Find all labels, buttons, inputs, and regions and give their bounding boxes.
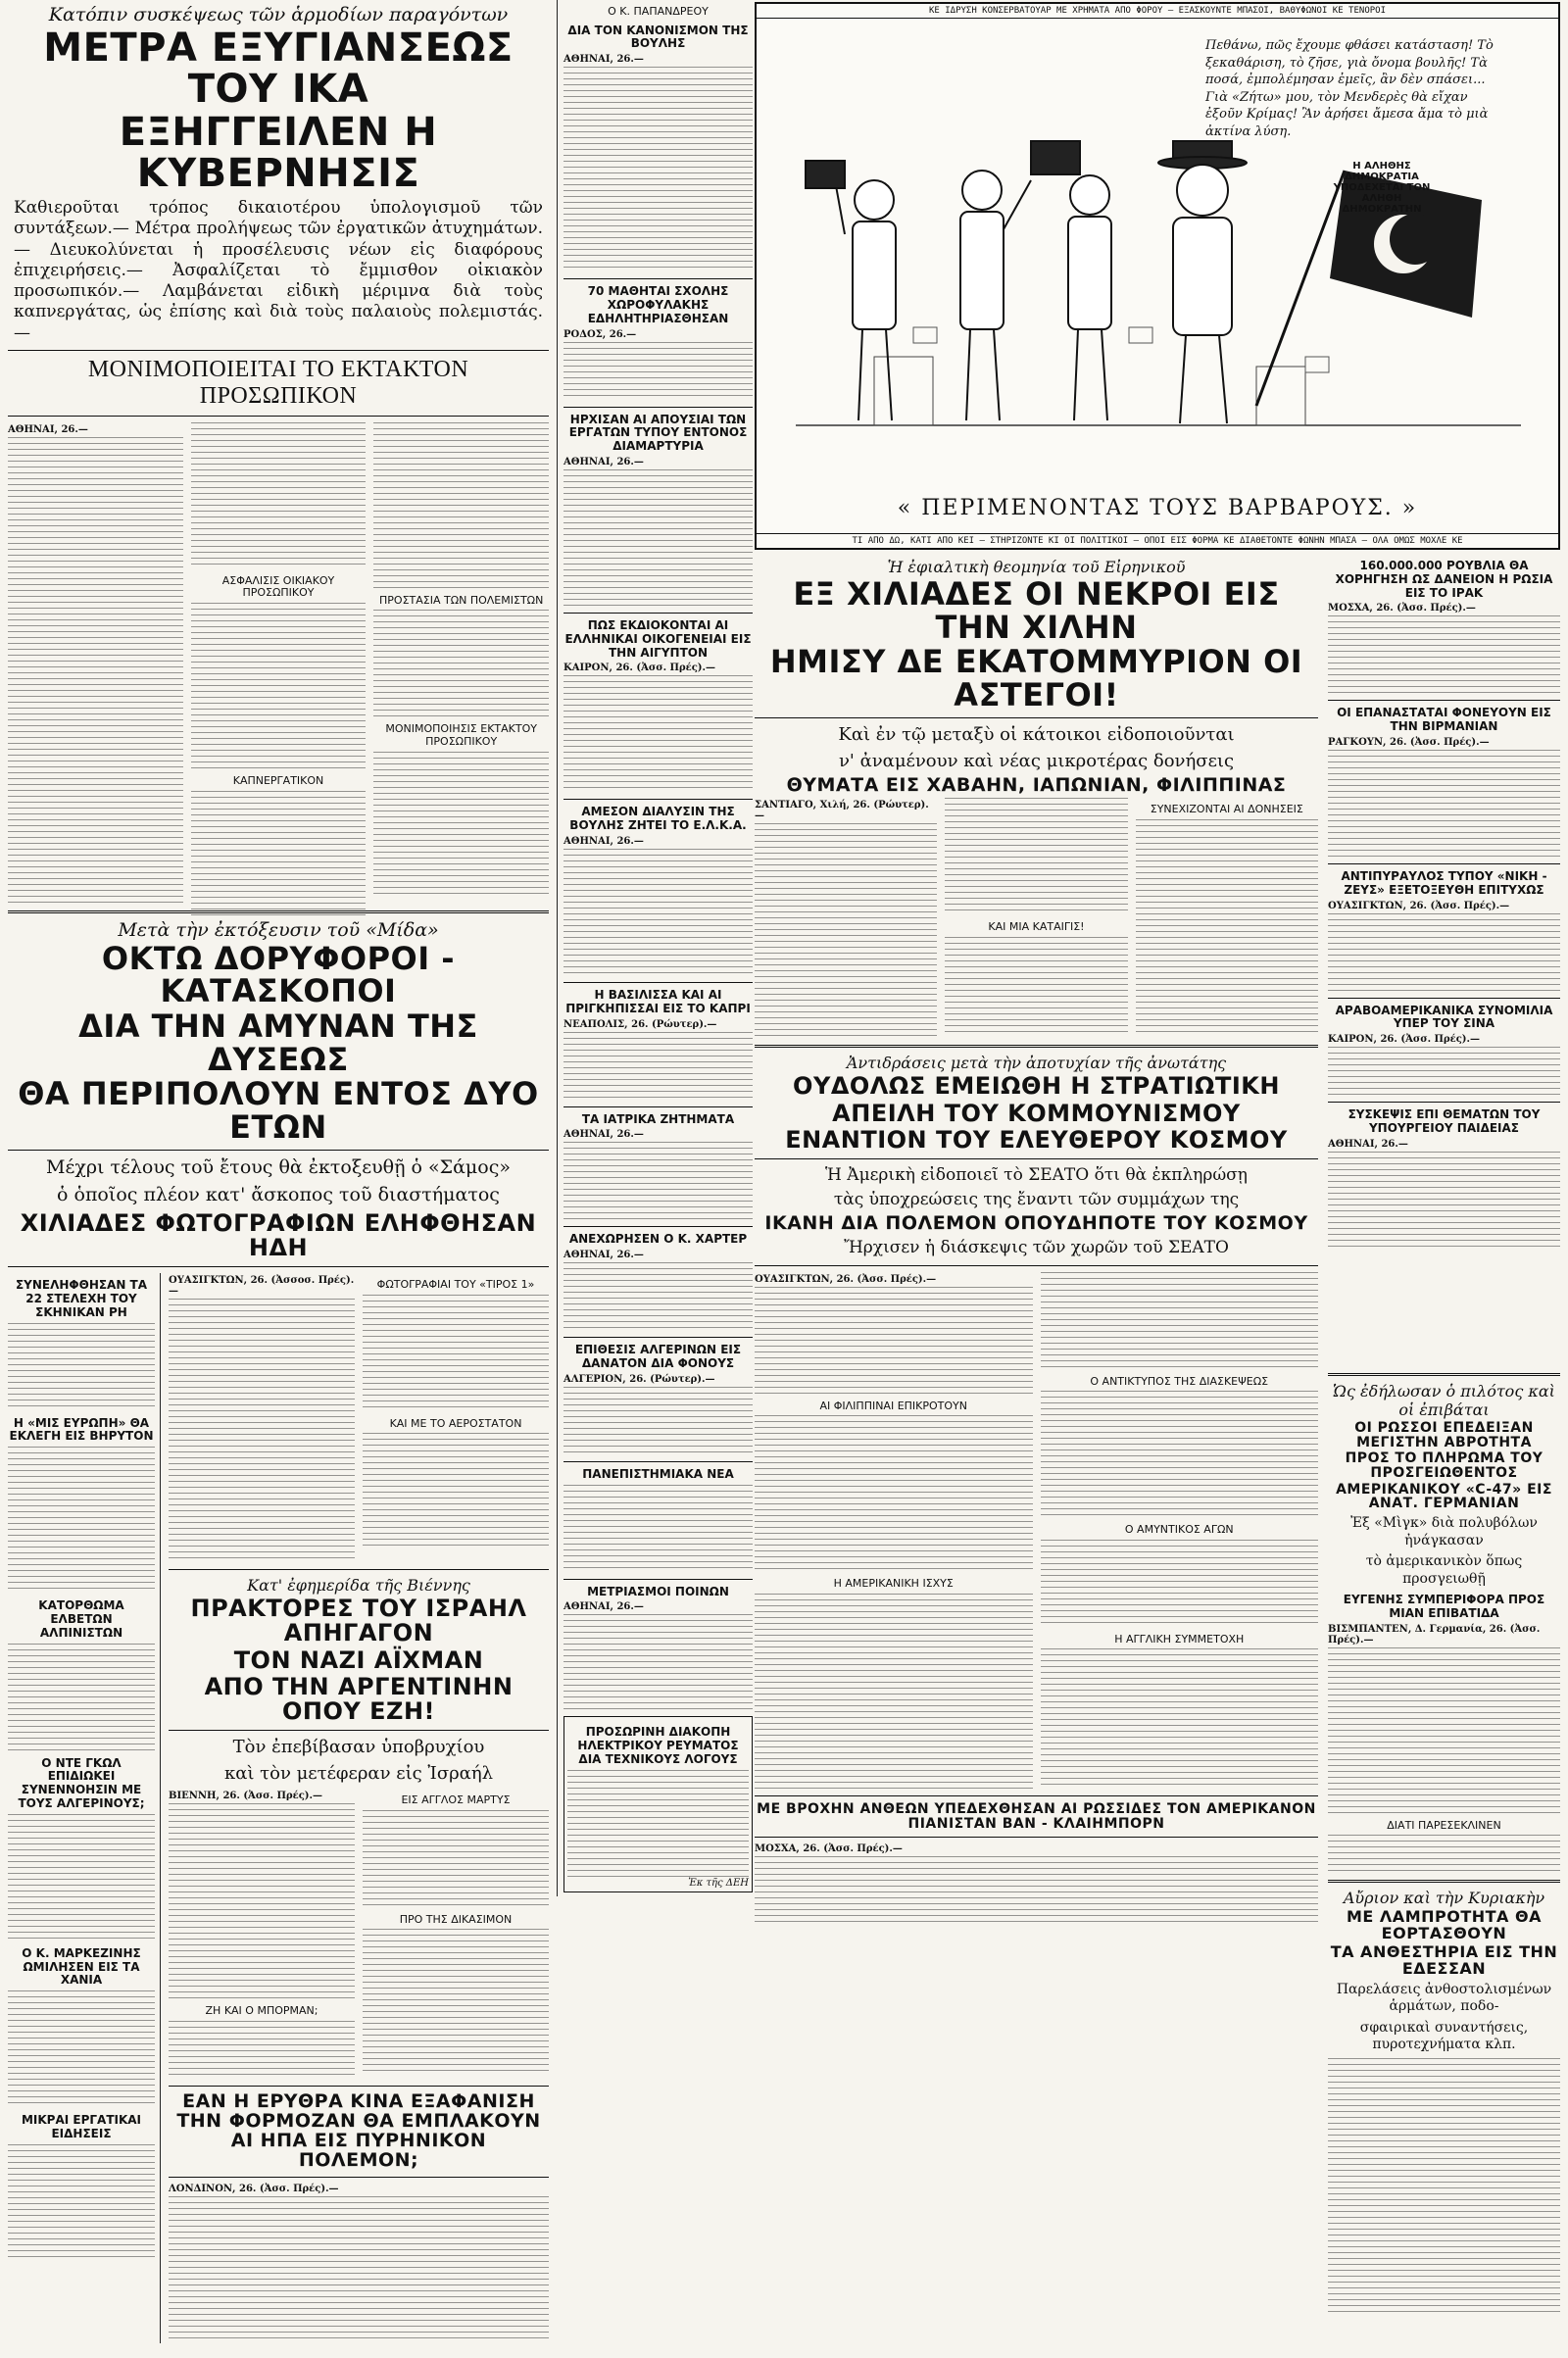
- satellites-headline-2: ΔΙΑ ΤΗΝ ΑΜΥΝΑΝ ΤΗΣ ΔΥΣΕΩΣ: [78, 1007, 478, 1078]
- article-text-lines: [363, 1929, 549, 2071]
- divider: [8, 1150, 549, 1151]
- cartoon-border-top: ΚΕ ΙΔΡΥΣΗ ΚΟΝΣΕΡΒΑΤΟΥΑΡ ΜΕ ΧΡΗΜΑΤΑ ΑΠΟ ΦΟΡΟΥ — ΕΞΑΣΚΟΥΝΤΕ ΜΠΑΣΟΙ, ΒΑΘΥΦΩΝΟΙ ΚΕ ΤΕΝΟΡΟΙ: [757, 4, 1558, 19]
- short-title-6: ΜΙΚΡΑΙ ΕΡΓΑΤΙΚΑΙ ΕΙΔΗΣΕΙΣ: [21, 2113, 142, 2140]
- cartoon-border-bottom: ΤΙ ΑΠΟ ΔΩ, ΚΑΤΙ ΑΠΟ ΚΕΙ — ΣΤΗΡΙΖΟΝΤΕ ΚΙ ΟΙ ΠΟΛΙΤΙΚΟΙ — ΟΠΟΙ ΕΙΣ ΦΟΡΜΑ ΚΕ ΔΙΑΘΕΤΟΝΤΕ ΦΩΝΗΝ ΜΠΑΣΑ — ΟΛΑ ΟΜΩΣ ΜΟΧΛΕ ΚΕ: [757, 533, 1558, 548]
- divider: [564, 1579, 753, 1580]
- satellites-deck-1: Μέχρι τέλους τοῦ ἔτους θὰ ἐκτοξευθῇ ὁ «Σάμος»: [46, 1156, 511, 1179]
- pianists-headline: ΜΕ ΒΡΟΧΗΝ ΑΝΘΕΩΝ ΥΠΕΔΕΧΘΗΣΑΝ ΑΙ ΡΩΣΣΙΔΕΣ ΤΟΝ ΑΜΕΡΙΚΑΝΟΝ ΠΙΑΝΙΣΤΑΝ ΒΑΝ - ΚΛΑΙΗΜΠΟΡΝ: [757, 1800, 1316, 1832]
- papandreou-title-2: ΔΙΑ ΤΟΝ ΚΑΝΟΝΙΣΜΟΝ ΤΗΣ ΒΟΥΛΗΣ: [567, 23, 749, 51]
- plane-deck-2: τὸ ἀμερικανικὸν ὅπως προσγειωθῇ: [1365, 1553, 1523, 1587]
- divider: [564, 982, 753, 983]
- article-text-lines: [363, 1810, 549, 1908]
- ika-subtitle-3: ΜΟΝΙΜΟΠΟΙΗΣΙΣ ΕΚΤΑΚΤΟΥ ΠΡΟΣΩΠΙΚΟΥ: [385, 722, 537, 749]
- article-text-lines: [191, 791, 367, 918]
- article-text-lines: [567, 1770, 749, 1878]
- cartoon-drawing: [796, 33, 1521, 465]
- divider: [1328, 1102, 1560, 1103]
- divider: [755, 1045, 1318, 1048]
- power-outage-box: [564, 1716, 753, 1891]
- divider: [564, 799, 753, 800]
- article-text-lines: [363, 1295, 549, 1412]
- divider: [8, 416, 549, 417]
- edessa-deck-2: σφαιρικαὶ συναντήσεις, πυροτεχνήματα κλπ.: [1359, 2019, 1529, 2053]
- plane-story: [1328, 1367, 1560, 2313]
- article-text-lines: [8, 1990, 155, 2108]
- vienna-body: [169, 1789, 549, 2080]
- quake-dateline: ΣΑΝΤΙΑΓΟ, Χιλή, 26. (Ρώυτερ).—: [755, 800, 929, 822]
- seato-sub-4: Η ΑΓΓΛΙΚΗ ΣΥΜΜΕΤΟΧΗ: [1114, 1632, 1245, 1646]
- article-text-lines: [1328, 1152, 1560, 1250]
- divider: [169, 2086, 549, 2087]
- seato-sub-1: ΑΙ ΦΙΛΙΠΠΙΝΑΙ ΕΠΙΚΡΟΤΟΥΝ: [819, 1399, 967, 1412]
- ika-subhead: ΜΟΝΙΜΟΠΟΙΕΙΤΑΙ ΤΟ ΕΚΤΑΚΤΟΝ ΠΡΟΣΩΠΙΚΟΝ: [87, 356, 469, 409]
- article-text-lines: [564, 1485, 753, 1573]
- vienna-deck-1: Τὸν ἐπεβίβασαν ὑποβρυχίου: [232, 1737, 485, 1758]
- satellites-headline-1: ΟΚΤΩ ΔΟΡΥΦΟΡΟΙ - ΚΑΤΑΣΚΟΠΟΙ: [101, 939, 456, 1010]
- ika-subtitle-1: ΑΣΦΑΛΙΣΙΣ ΟΙΚΙΑΚΟΥ ΠΡΟΣΩΠΙΚΟΥ: [221, 573, 335, 600]
- seato-sub-3: Ο ΑΜΥΝΤΙΚΟΣ ΑΓΩΝ: [1124, 1523, 1234, 1537]
- plane-deck-1: Ἐξ «Μὶγκ» διὰ πολυβόλων ἠνάγκασαν: [1350, 1515, 1538, 1548]
- edu-title: ΣΥΣΚΕΨΙΣ ΕΠΙ ΘΕΜΑΤΩΝ ΤΟΥ ΥΠΟΥΡΓΕΙΟΥ ΠΑΙΔΕΙΑΣ: [1348, 1107, 1541, 1135]
- ika-subtitle-4: ΚΑΠΝΕΡΓΑΤΙΚΟΝ: [232, 774, 324, 788]
- article-text-lines: [564, 849, 753, 976]
- short-title-5: Ο Κ. ΜΑΡΚΕΖΙΝΗΣ ΩΜΙΛΗΣΕΝ ΕΙΣ ΤΑ ΧΑΝΙΑ: [22, 1945, 141, 1988]
- article-text-lines: [8, 1814, 155, 1941]
- article-text-lines: [755, 1287, 1033, 1395]
- seato-deck-2: τὰς ὑποχρεώσεις της ἔναντι τῶν συμμάχων της: [833, 1190, 1240, 1210]
- article-text-lines: [564, 675, 753, 793]
- plane-sub-2: ΔΙΑΤΙ ΠΑΡΕΣΕΚΛΙΝΕΝ: [1387, 1818, 1501, 1832]
- seato-headline-3: ΕΝΑΝΤΙΟΝ ΤΟΥ ΕΛΕΥΘΕΡΟΥ ΚΟΣΜΟΥ: [785, 1125, 1288, 1154]
- edu-dateline: ΑΘΗΝΑΙ, 26.—: [1328, 1138, 1408, 1150]
- vienna-headline-1: ΠΡΑΚΤΟΡΕΣ ΤΟΥ ΙΣΡΑΗΛ ΑΠΗΓΑΓΟΝ: [190, 1595, 527, 1647]
- article-text-lines: [1328, 750, 1560, 858]
- divider: [755, 1265, 1318, 1266]
- item-9-title: ΠΑΝΕΠΙΣΤΗΜΙΑΚΑ ΝΕΑ: [582, 1466, 734, 1481]
- vienna-deck-2: καὶ τὸν μετέφεραν εἰς Ἰσραήλ: [223, 1762, 494, 1784]
- ika-headline-1: ΜΕΤΡΑ ΕΞΥΓΙΑΝΣΕΩΣ ΤΟΥ ΙΚΑ: [43, 25, 514, 112]
- item-4-title: ΑΜΕΣΟΝ ΔΙΑΛΥΣΙΝ ΤΗΣ ΒΟΥΛΗΣ ΖΗΤΕΙ ΤΟ Ε.Λ.Κ.Α.: [569, 805, 747, 833]
- divider: [169, 1569, 549, 1570]
- ika-kicker: Κατόπιν συσκέψεως τῶν ἁρμοδίων παραγόντων: [48, 4, 509, 25]
- article-text-lines: [1136, 819, 1318, 1035]
- article-text-lines: [1328, 2058, 1560, 2313]
- article-text-lines: [564, 342, 753, 401]
- divider: [564, 1106, 753, 1107]
- plane-dateline: ΒΙΣΜΠΑΝΤΕΝ, Δ. Γερμανία, 26. (Ἀσσ. Πρές).—: [1328, 1623, 1541, 1646]
- article-text-lines: [8, 437, 183, 904]
- satellites-headline-3: ΘΑ ΠΕΡΙΠΟΛΟΥΝ ΕΝΤΟΣ ΔΥΟ ΕΤΩΝ: [18, 1075, 539, 1146]
- article-text-lines: [8, 1447, 155, 1594]
- article-text-lines: [169, 1299, 355, 1563]
- plane-kicker: Ὡς ἐδήλωσαν ὁ πιλότος καὶ οἱ ἐπιβάται: [1333, 1382, 1555, 1419]
- item-5-dateline: ΝΕΑΠΟΛΙΣ, 26. (Ρώυτερ).—: [564, 1018, 717, 1030]
- ika-dateline: ΑΘΗΝΑΙ, 26.—: [8, 423, 88, 435]
- seato-headline-1: ΟΥΔΟΛΩΣ ΕΜΕΙΩΘΗ Η ΣΤΡΑΤΙΩΤΙΚΗ: [793, 1072, 1280, 1101]
- article-text-lines: [1041, 1272, 1319, 1370]
- satellites-sub-2: ΚΑΙ ΜΕ ΤΟ ΑΕΡΟΣΤΑΤΟΝ: [389, 1416, 522, 1430]
- divider: [564, 407, 753, 408]
- item-8-dateline: ΑΛΓΕΡΙΟΝ, 26. (Ρώυτερ).—: [564, 1373, 715, 1385]
- article-text-lines: [755, 1415, 1033, 1572]
- quake-kicker: Ἡ ἐφιαλτικὴ θεομηνία τοῦ Εἰρηνικοῦ: [887, 558, 1186, 576]
- article-text-lines: [564, 67, 753, 272]
- ika-subtitle-2: ΠΡΟΣΤΑΣΙΑ ΤΩΝ ΠΟΛΕΜΙΣΤΩΝ: [379, 593, 544, 607]
- article-text-lines: [564, 469, 753, 607]
- divider: [564, 278, 753, 279]
- ika-deck: Καθιεροῦται τρόπος δικαιοτέρου ὑπολογισμοῦ τῶν συντάξεων.— Μέτρα προλήψεως τῶν ἐργατικῶν ἀτυχημάτων.— Διευκολύνεται ἡ προσέλευσις νέων εἰς διαφόρους ἐπιχειρήσεις.— Ἀσφαλίζεται τὸ ἔμμισθον οἰκιακὸν προσωπικόν.— Λαμβάνεται εἰδικὴ μέριμνα διὰ τοὺς καπνεργάτας, ὡς ἐπίσης καὶ διὰ τοὺς παλαιοὺς πολεμιστάς.—: [14, 198, 543, 343]
- satellites-sub-1: ΦΩΤΟΓΡΑΦΙΑΙ ΤΟΥ «ΤΙΡΟΣ 1»: [376, 1278, 535, 1292]
- vienna-headline-2: ΤΟΝ ΝΑΖΙ ΑΪΧΜΑΝ: [233, 1646, 484, 1674]
- political-cartoon: [755, 2, 1560, 550]
- vienna-sub-3: ΖΗ ΚΑΙ Ο ΜΠΟΡΜΑΝ;: [205, 2004, 318, 2018]
- satellites-dateline: ΟΥΑΣΙΓΚΤΩΝ, 26. (Ἀσσοσ. Πρές).—: [169, 1275, 355, 1298]
- article-text-lines: [169, 1803, 355, 1999]
- quake-body: [755, 798, 1318, 1039]
- item-1-title: 70 ΜΑΘΗΤΑΙ ΣΧΟΛΗΣ ΧΩΡΟΦΥΛΑΚΗΣ ΕΔΗΛΗΤΗΡΙΑΣΘΗΣΑΝ: [587, 284, 729, 325]
- item-8-title: ΕΠΙΘΕΣΙΣ ΑΛΓΕΡΙΝΩΝ ΕΙΣ ΔΑΝΑΤΟΝ ΔΙΑ ΦΟΝΟΥΣ: [574, 1343, 742, 1370]
- seato-dateline: ΟΥΑΣΙΓΚΤΩΝ, 26. (Ἀσσ. Πρές).—: [755, 1273, 937, 1285]
- divider: [564, 1226, 753, 1227]
- item-2-dateline: ΑΘΗΝΑΙ, 26.—: [564, 457, 644, 468]
- seato-sub-2: Ο ΑΝΤΙΚΤΥΠΟΣ ΤΗΣ ΔΙΑΣΚΕΨΕΩΣ: [1090, 1374, 1269, 1388]
- item-6-title: ΤΑ ΙΑΤΡΙΚΑ ΖΗΤΗΜΑΤΑ: [581, 1111, 735, 1126]
- article-text-lines: [373, 752, 549, 899]
- quake-deck-2: ν' ἀναμένουν καὶ νέας μικροτέρας δονήσεις: [838, 750, 1235, 771]
- article-text-lines: [564, 1262, 753, 1331]
- sina-title: ΑΡΑΒΟΑΜΕΡΙΚΑΝΙΚΑ ΣΥΝΟΜΙΛΙΑ ΥΠΕΡ ΤΟΥ ΣΙΝΑ: [1335, 1003, 1553, 1031]
- seato-deck-1: Ἡ Ἀμερικὴ εἰδοποιεῖ τὸ ΣΕΑΤΟ ὅτι θὰ ἐκπληρώσῃ: [825, 1164, 1248, 1185]
- china-dateline: ΛΟΝΔΙΝΟΝ, 26. (Ἀσσ. Πρές).—: [169, 2183, 339, 2194]
- divider: [755, 1837, 1318, 1838]
- cartoon-sign: Η ΑΛΗΘΗΣ ΔΗΜΟΚΡΑΤΙΑ ΥΠΟΔΕΧΕΤΑΙ ΤΟΝ ΑΛΗΘΗ ΔΗΜΟΚΡΑΤΗΝ: [1333, 161, 1431, 215]
- seato-headline-2: ΑΠΕΙΛΗ ΤΟΥ ΚΟΜΜΟΥΝΙΣΜΟΥ: [832, 1099, 1241, 1127]
- missile-dateline: ΟΥΑΣΙΓΚΤΩΝ, 26. (Ἀσσ. Πρές).—: [1328, 900, 1510, 911]
- papandreou-dateline: ΑΘΗΝΑΙ, 26.—: [564, 54, 644, 66]
- cartoon-speech-balloon: Πεθάνω, πῶς ἔχουμε φθάσει κατάσταση! Τὸ ξεκαθάριση, τὸ ζῆσε, γιὰ ὄνομα βουλῆς! Τὰ ποσά, ἐμπολέμησαν ἐμεῖς, ἂν δὲν σπάσει... Γιὰ «Ζήτω» μου, τὸν Μενδερὲς θὰ εἴχαν ἐξοῦν Κρίμας! Ἂν ἀρήσει ἄμεσα ἄμα τὸ μιὰ ἀκτίνα λύση.: [1205, 38, 1494, 139]
- plane-headline-1: ΟΙ ΡΩΣΣΟΙ ΕΠΕΔΕΙΞΑΝ ΜΕΓΙΣΤΗΝ ΑΒΡΟΤΗΤΑ: [1354, 1420, 1534, 1450]
- seato-headline-4: ΙΚΑΝΗ ΔΙΑ ΠΟΛΕΜΟΝ ΟΠΟΥΔΗΠΟΤΕ ΤΟΥ ΚΟΣΜΟΥ: [764, 1212, 1308, 1235]
- seato-sub-5: Η ΑΜΕΡΙΚΑΝΙΚΗ ΙΣΧΥΣ: [833, 1577, 954, 1591]
- quake-sub-1: ΣΥΝΕΧΙΖΟΝΤΑΙ ΑΙ ΔΟΝΗΣΕΙΣ: [1150, 803, 1303, 816]
- item-2-title: ΗΡΧΙΣΑΝ ΑΙ ΑΠΟΥΣΙΑΙ ΤΩΝ ΕΡΓΑΤΩΝ ΤΥΠΟΥ ΕΝΤΟΝΟΣ ΔΙΑΜΑΡΤΥΡΙΑ: [568, 412, 748, 454]
- article-text-lines: [1041, 1648, 1319, 1786]
- article-text-lines: [191, 422, 367, 569]
- main-news-area: [755, 554, 1318, 1925]
- divider: [564, 613, 753, 614]
- article-text-lines: [8, 2144, 155, 2262]
- left-column: [8, 0, 549, 2343]
- article-text-lines: [363, 1433, 549, 1550]
- short-title-4: Ο ΝΤΕ ΓΚΩΛ ΕΠΙΔΙΩΚΕΙ ΣΥΝΕΝΝΟΗΣΙΝ ΜΕ ΤΟΥΣ ΑΛΓΕΡΙΝΟΥΣ;: [18, 1755, 145, 1810]
- article-text-lines: [8, 1644, 155, 1751]
- divider: [564, 1337, 753, 1338]
- item-10-title: ΜΕΤΡΙΑΣΜΟΙ ΠΟΙΝΩΝ: [587, 1584, 729, 1598]
- item-7-title: ΑΝΕΧΩΡΗΣΕΝ Ο Κ. ΧΑΡΤΕΡ: [568, 1232, 748, 1247]
- ika-headline-2: ΕΞΗΓΓΕΙΛΕΝ Η ΚΥΒΕΡΝΗΣΙΣ: [119, 110, 438, 196]
- divider: [8, 1266, 549, 1267]
- article-text-lines: [191, 603, 367, 769]
- short-title-3: ΚΑΤΟΡΘΩΜΑ ΕΛΒΕΤΩΝ ΑΛΠΙΝΙΣΤΩΝ: [38, 1598, 124, 1640]
- quake-headline-1: ΕΞ ΧΙΛΙΑΔΕΣ ΟΙ ΝΕΚΡΟΙ ΕΙΣ ΤΗΝ ΧΙΛΗΝ: [793, 575, 1280, 646]
- rebels-title: ΟΙ ΕΠΑΝΑΣΤΑΤΑΙ ΦΟΝΕΥΟΥΝ ΕΙΣ ΤΗΝ ΒΙΡΜΑΝΙΑΝ: [1337, 706, 1551, 734]
- vienna-sub-1: ΕΙΣ ΑΓΓΛΟΣ ΜΑΡΤΥΣ: [401, 1793, 511, 1807]
- plane-headline-3: ΑΜΕΡΙΚΑΝΙΚΟΥ «C-47» ΕΙΣ ΑΝΑΤ. ΓΕΡΜΑΝΙΑΝ: [1336, 1481, 1552, 1512]
- article-text-lines: [1328, 913, 1560, 992]
- seato-deck-3: Ἤρχισεν ἡ διάσκεψις τῶν χωρῶν τοῦ ΣΕΑΤΟ: [844, 1238, 1229, 1258]
- article-text-lines: [373, 610, 549, 717]
- article-text-lines: [1041, 1540, 1319, 1628]
- item-4-dateline: ΑΘΗΝΑΙ, 26.—: [564, 836, 644, 847]
- item-5-title: Η ΒΑΣΙΛΙΣΣΑ ΚΑΙ ΑΙ ΠΡΙΓΚΗΠΙΣΣΑΙ ΕΙΣ ΤΟ ΚΑΠΡΙ: [565, 988, 751, 1015]
- article-text-lines: [755, 823, 937, 1039]
- edessa-kicker: Αὔριον καὶ τὴν Κυριακὴν: [1343, 1889, 1545, 1908]
- ika-article-body: [8, 422, 549, 905]
- item-10-dateline: ΑΘΗΝΑΙ, 26.—: [564, 1601, 644, 1613]
- item-1-dateline: ΡΟΔΟΣ, 26.—: [564, 328, 637, 340]
- edessa-deck-1: Παρελάσεις ἀνθοστολισμένων ἁρμάτων, ποδο-: [1336, 1981, 1552, 2015]
- article-text-lines: [1328, 615, 1560, 694]
- power-outage-title: ΠΡΟΣΩΡΙΝΗ ΔΙΑΚΟΠΗ ΗΛΕΚΤΡΙΚΟΥ ΡΕΥΜΑΤΟΣ ΔΙΑ ΤΕΧΝΙΚΟΥΣ ΛΟΓΟΥΣ: [577, 1725, 739, 1766]
- satellites-kicker: Μετὰ τὴν ἐκτόξευσιν τοῦ «Μίδα»: [118, 918, 439, 941]
- seato-kicker: Ἀντιδράσεις μετὰ τὴν ἀποτυχίαν τῆς ἀνωτάτης: [846, 1054, 1227, 1073]
- papandreou-title-1: Ο Κ. ΠΑΠΑΝΔΡΕΟΥ: [608, 5, 709, 18]
- pianists-dateline: ΜΟΣΧΑ, 26. (Ἀσσ. Πρές).—: [755, 1843, 903, 1855]
- divider: [169, 2177, 549, 2178]
- satellites-body: [169, 1273, 549, 1563]
- article-text-lines: [1328, 1835, 1560, 1874]
- quake-headline-2: ΗΜΙΣΥ ΔΕ ΕΚΑΤΟΜΜΥΡΙΟΝ ΟΙ ΑΣΤΕΓΟΙ!: [769, 643, 1303, 713]
- rebels-dateline: ΡΑΓΚΟΥΝ, 26. (Ἀσσ. Πρές).—: [1328, 736, 1490, 748]
- article-text-lines: [373, 422, 549, 589]
- vienna-headline-3: ΑΠΟ ΤΗΝ ΑΡΓΕΝΤΙΝΗΝ ΟΠΟΥ ΕΖΗ!: [204, 1672, 514, 1725]
- lower-left-area: [8, 1273, 549, 2342]
- divider: [755, 717, 1318, 718]
- article-text-lines: [564, 1387, 753, 1455]
- article-text-lines: [945, 937, 1127, 1035]
- missile-title: ΑΝΤΙΠΥΡΑΥΛΟΣ ΤΥΠΟΥ «ΝΙΚΗ - ΖΕΥΣ» ΕΞΕΤΟΞΕΥΘΗ ΕΠΙΤΥΧΩΣ: [1341, 868, 1547, 897]
- vienna-kicker: Κατ' ἐφημερίδα τῆς Βιέννης: [247, 1576, 470, 1596]
- article-text-lines: [169, 2196, 549, 2343]
- divider: [1328, 700, 1560, 701]
- right-short-news: [1328, 554, 1560, 1250]
- cartoon-caption: « ΠΕΡΙΜΕΝΟΝΤΑΣ ΤΟΥΣ ΒΑΡΒΑΡΟΥΣ. »: [897, 496, 1418, 520]
- item-7-dateline: ΑΘΗΝΑΙ, 26.—: [564, 1250, 644, 1261]
- article-text-lines: [8, 1323, 155, 1411]
- vienna-dateline: ΒΙΕΝΝΗ, 26. (Ἀσσ. Πρές).—: [169, 1791, 322, 1802]
- satellites-and-vienna: [169, 1273, 549, 2342]
- article-text-lines: [945, 798, 1127, 915]
- article-text-lines: [755, 1856, 1318, 1925]
- short-title-2: Η «ΜΙΣ ΕΥΡΩΠΗ» ΘΑ ΕΚΛΕΓΗ ΕΙΣ ΒΗΡΥΤΟΝ: [9, 1415, 154, 1444]
- satellites-deck-2: ὁ ὁποῖος πλέον κατ' ἄσκοπος τοῦ διαστήματος: [57, 1184, 500, 1206]
- short-title-1: ΣΥΝΕΛΗΦΘΗΣΑΝ ΤΑ 22 ΣΤΕΛΕΧΗ ΤΟΥ ΣΚΗΝΙΚΑΝ ΡΗ: [15, 1278, 148, 1319]
- power-outage-footer: Ἐκ τῆς ΔΕΗ: [688, 1877, 749, 1889]
- article-text-lines: [564, 1614, 753, 1712]
- rubles-dateline: ΜΟΣΧΑ, 26. (Ἀσσ. Πρές).—: [1328, 603, 1476, 614]
- right-column: [755, 0, 1560, 2358]
- plane-sub: ΕΥΓΕΝΗΣ ΣΥΜΠΕΡΙΦΟΡΑ ΠΡΟΣ ΜΙΑΝ ΕΠΙΒΑΤΙΔΑ: [1343, 1593, 1545, 1620]
- article-text-lines: [564, 1032, 753, 1101]
- rubles-title: 160.000.000 ΡΟΥΒΛΙΑ ΘΑ ΧΟΡΗΓΗΣΗ ΩΣ ΔΑΝΕΙΟΝ Η ΡΩΣΙΑ ΕΙΣ ΤΟ ΙΡΑΚ: [1335, 559, 1553, 600]
- divider: [564, 1461, 753, 1462]
- article-text-lines: [169, 2021, 355, 2080]
- divider: [755, 1795, 1318, 1796]
- satellites-headline-4: ΧΙΛΙΑΔΕΣ ΦΩΤΟΓΡΑΦΙΩΝ ΕΛΗΦΘΗΣΑΝ ΗΔΗ: [20, 1208, 537, 1261]
- china-headline: ΕΑΝ Η ΕΡΥΘΡΑ ΚΙΝΑ ΕΞΑΦΑΝΙΣΗ ΤΗΝ ΦΟΡΜΟΖΑΝ ΘΑ ΕΜΠΛΑΚΟΥΝ ΑΙ ΗΠΑ ΕΙΣ ΠΥΡΗΝΙΚΟΝ ΠΟΛΕΜΟΝ;: [176, 2089, 541, 2171]
- narrow-column: [557, 0, 753, 1896]
- quake-subhead: ΘΥΜΑΤΑ ΕΙΣ ΧΑΒΑΗΝ, ΙΑΠΩΝΙΑΝ, ΦΙΛΙΠΠΙΝΑΣ: [786, 774, 1287, 797]
- article-text-lines: [564, 1142, 753, 1220]
- seato-body: [755, 1272, 1318, 1790]
- divider: [1328, 998, 1560, 999]
- divider: [169, 1730, 549, 1731]
- item-3-dateline: ΚΑΙΡΟΝ, 26. (Ἀσσ. Πρές).—: [564, 663, 716, 674]
- divider: [1328, 1373, 1560, 1376]
- divider: [1328, 863, 1560, 864]
- short-news-column: [8, 1273, 161, 2342]
- divider: [755, 1158, 1318, 1159]
- article-text-lines: [755, 1594, 1033, 1790]
- quake-sub-2: ΚΑΙ ΜΙΑ ΚΑΤΑΙΓΙΣ!: [988, 920, 1085, 934]
- item-6-dateline: ΑΘΗΝΑΙ, 26.—: [564, 1129, 644, 1141]
- edessa-headline-2: ΤΑ ΑΝΘΕΣΤΗΡΙΑ ΕΙΣ ΤΗΝ ΕΔΕΣΣΑΝ: [1330, 1941, 1558, 1978]
- plane-headline-2: ΠΡΟΣ ΤΟ ΠΛΗΡΩΜΑ ΤΟΥ ΠΡΟΣΓΕΙΩΘΕΝΤΟΣ: [1345, 1450, 1544, 1482]
- sina-dateline: ΚΑΙΡΟΝ, 26. (Ἀσσ. Πρές).—: [1328, 1034, 1481, 1046]
- divider: [8, 350, 549, 351]
- article-text-lines: [1328, 1047, 1560, 1096]
- vienna-sub-2: ΠΡΟ ΤΗΣ ΔΙΚΑΣΙΜΟΝ: [399, 1912, 513, 1926]
- edessa-headline-1: ΜΕ ΛΑΜΠΡΟΤΗΤΑ ΘΑ ΕΟΡΤΑΣΘΟΥΝ: [1347, 1907, 1542, 1943]
- article-text-lines: [1041, 1391, 1319, 1518]
- article-text-lines: [1328, 1647, 1560, 1814]
- divider: [1328, 1880, 1560, 1883]
- quake-deck-1: Καὶ ἐν τῷ μεταξὺ οἱ κάτοικοι εἰδοποιοῦνται: [838, 724, 1235, 746]
- item-3-title: ΠΩΣ ΕΚΔΙΟΚΟΝΤΑΙ ΑΙ ΕΛΛΗΝΙΚΑΙ ΟΙΚΟΓΕΝΕΙΑΙ ΕΙΣ ΤΗΝ ΑΙΓΥΠΤΟΝ: [564, 618, 752, 660]
